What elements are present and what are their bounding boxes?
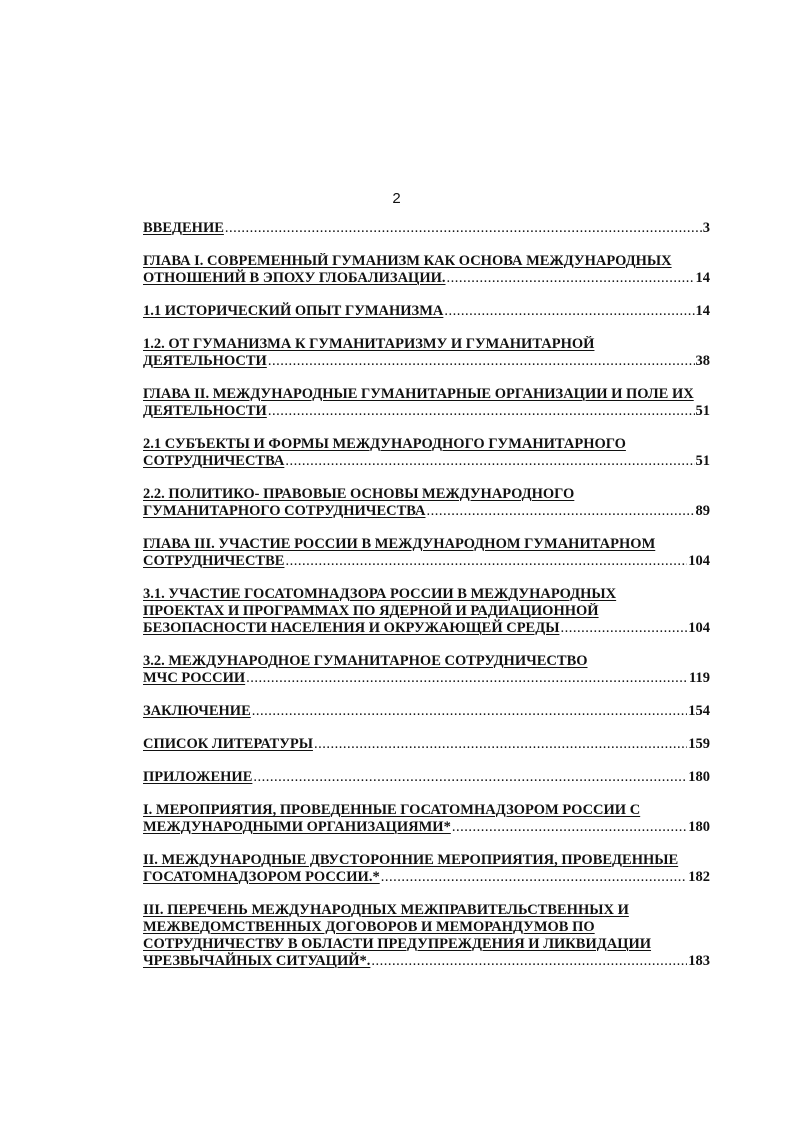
toc-entry-line	[143, 486, 710, 503]
toc-entry-title-text: III. ПЕРЕЧЕНЬ МЕЖДУНАРОДНЫХ МЕЖПРАВИТЕЛЬСТВЕННЫХ И	[143, 902, 629, 918]
toc-entry-title-text: 1.2. ОТ ГУМАНИЗМА К ГУМАНИТАРИЗМУ И ГУМАНИТАРНОЙ	[143, 336, 595, 352]
toc-entry-last-line	[143, 953, 710, 970]
dot-leader	[268, 403, 695, 420]
toc-page-number: 38	[695, 353, 710, 369]
toc-entry-line	[143, 386, 710, 403]
page-number: 2	[392, 190, 401, 207]
toc-entry[interactable]	[143, 902, 710, 970]
toc-entry-title-text: ПРИЛОЖЕНИЕ	[143, 769, 253, 785]
dot-leader	[560, 620, 687, 637]
toc-entry-last-line	[143, 703, 710, 720]
toc-entry-line	[143, 536, 710, 553]
toc-entry-title-text: ГЛАВА II. МЕЖДУНАРОДНЫЕ ГУМАНИТАРНЫЕ ОРГАНИЗАЦИИ И ПОЛЕ ИХ	[143, 386, 694, 402]
toc-entry[interactable]	[143, 303, 710, 320]
toc-entry-title-text: II. МЕЖДУНАРОДНЫЕ ДВУСТОРОННИЕ МЕРОПРИЯТИЯ, ПРОВЕДЕННЫЕ	[143, 852, 679, 868]
toc-entry-line	[143, 603, 710, 620]
toc-entry-line	[143, 653, 710, 670]
toc-entry-line	[143, 802, 710, 819]
toc-entry-title-text: ГЛАВА I. СОВРЕМЕННЫЙ ГУМАНИЗМ КАК ОСНОВА МЕЖДУНАРОДНЫХ	[143, 253, 672, 269]
toc-entry[interactable]	[143, 486, 710, 520]
dot-leader	[452, 819, 687, 836]
toc-entry-last-line	[143, 403, 710, 420]
dot-leader	[314, 736, 687, 753]
toc-entry[interactable]	[143, 769, 710, 786]
toc-entry[interactable]	[143, 220, 710, 237]
toc-entry-title-text: МЧС РОССИИ	[143, 670, 246, 686]
toc-page-number: 14	[695, 303, 710, 319]
toc-entry-title-text: 1.1 ИСТОРИЧЕСКИЙ ОПЫТ ГУМАНИЗМА	[143, 303, 444, 319]
toc-entry-title-text: I. МЕРОПРИЯТИЯ, ПРОВЕДЕННЫЕ ГОСАТОМНАДЗОРОМ РОССИИ С	[143, 802, 641, 818]
toc-page-number: 154	[688, 703, 710, 719]
toc-entry[interactable]	[143, 253, 710, 287]
toc-entry-last-line	[143, 670, 710, 687]
toc-entry-title-text: СОТРУДНИЧЕСТВА	[143, 453, 285, 469]
toc-entry-line	[143, 253, 710, 270]
toc-entry-line	[143, 336, 710, 353]
toc-entry[interactable]	[143, 386, 710, 420]
toc-entry-title-text: ВВЕДЕНИЕ	[143, 220, 224, 236]
toc-entry-last-line	[143, 353, 710, 370]
toc-page-number: 119	[689, 670, 710, 686]
toc-entry-title-text: 2.2. ПОЛИТИКО- ПРАВОВЫЕ ОСНОВЫ МЕЖДУНАРОДНОГО	[143, 486, 575, 502]
toc-entry-title-text: ОТНОШЕНИЙ В ЭПОХУ ГЛОБАЛИЗАЦИИ.	[143, 270, 446, 286]
table-of-contents	[143, 220, 710, 986]
dot-leader	[285, 453, 694, 470]
toc-page-number: 180	[688, 769, 710, 785]
toc-entry-last-line	[143, 769, 710, 786]
toc-entry-last-line	[143, 736, 710, 753]
toc-entry[interactable]	[143, 653, 710, 687]
toc-entry-last-line	[143, 453, 710, 470]
toc-page-number: 159	[688, 736, 710, 752]
dot-leader	[427, 503, 695, 520]
toc-page-number: 183	[688, 953, 710, 969]
toc-page-number: 89	[695, 503, 710, 519]
toc-entry-title-text: 3.1. УЧАСТИЕ ГОСАТОМНАДЗОРА РОССИИ В МЕЖДУНАРОДНЫХ	[143, 586, 617, 602]
toc-entry-title-text: 2.1 СУБЪЕКТЫ И ФОРМЫ МЕЖДУНАРОДНОГО ГУМАНИТАРНОГО	[143, 436, 626, 452]
dot-leader	[381, 869, 688, 886]
toc-entry-title-text: МЕЖДУНАРОДНЫМИ ОРГАНИЗАЦИЯМИ*	[143, 819, 451, 835]
toc-entry[interactable]	[143, 436, 710, 470]
toc-page-number: 51	[695, 453, 710, 469]
dot-leader	[447, 270, 695, 287]
toc-entry-title-text: МЕЖВЕДОМСТВЕННЫХ ДОГОВОРОВ И МЕМОРАНДУМОВ ПО	[143, 919, 595, 935]
dot-leader	[285, 553, 687, 570]
toc-page-number: 14	[695, 270, 710, 286]
toc-entry-line	[143, 586, 710, 603]
toc-page-number: 3	[702, 220, 710, 236]
toc-entry[interactable]	[143, 852, 710, 886]
toc-entry[interactable]	[143, 336, 710, 370]
toc-entry-last-line	[143, 303, 710, 320]
toc-entry[interactable]	[143, 586, 710, 637]
dot-leader	[246, 670, 688, 687]
toc-entry-last-line	[143, 869, 710, 886]
toc-entry[interactable]	[143, 536, 710, 570]
toc-entry-last-line	[143, 220, 710, 237]
toc-page-number: 180	[688, 819, 710, 835]
toc-entry-line	[143, 936, 710, 953]
toc-entry-title-text: ЧРЕЗВЫЧАЙНЫХ СИТУАЦИЙ*.	[143, 953, 371, 969]
toc-entry[interactable]	[143, 703, 710, 720]
toc-entry-line	[143, 436, 710, 453]
toc-entry[interactable]	[143, 802, 710, 836]
dot-leader	[371, 953, 687, 970]
toc-entry-line	[143, 919, 710, 936]
toc-entry-title-text: ДЕЯТЕЛЬНОСТИ	[143, 353, 267, 369]
dot-leader	[268, 353, 695, 370]
toc-entry-title-text: СОТРУДНИЧЕСТВЕ	[143, 553, 285, 569]
toc-page-number: 51	[695, 403, 710, 419]
toc-page-number: 104	[688, 553, 710, 569]
toc-page-number: 104	[688, 620, 710, 636]
toc-entry-last-line	[143, 819, 710, 836]
toc-entry-line	[143, 902, 710, 919]
dot-leader	[252, 703, 687, 720]
toc-page-number: 182	[688, 869, 710, 885]
toc-entry-line	[143, 852, 710, 869]
toc-entry[interactable]	[143, 736, 710, 753]
toc-entry-title-text: ДЕЯТЕЛЬНОСТИ	[143, 403, 267, 419]
toc-entry-title-text: ГОСАТОМНАДЗОРОМ РОССИИ.*	[143, 869, 380, 885]
toc-entry-title-text: ЗАКЛЮЧЕНИЕ	[143, 703, 251, 719]
toc-entry-title-text: СОТРУДНИЧЕСТВУ В ОБЛАСТИ ПРЕДУПРЕЖДЕНИЯ И ЛИКВИДАЦИИ	[143, 936, 652, 952]
toc-entry-title-text: 3.2. МЕЖДУНАРОДНОЕ ГУМАНИТАРНОЕ СОТРУДНИЧЕСТВО	[143, 653, 588, 669]
toc-entry-title-text: БЕЗОПАСНОСТИ НАСЕЛЕНИЯ И ОКРУЖАЮЩЕЙ СРЕДЫ	[143, 620, 560, 636]
toc-entry-title-text: ГЛАВА III. УЧАСТИЕ РОССИИ В МЕЖДУНАРОДНОМ ГУМАНИТАРНОМ	[143, 536, 656, 552]
toc-entry-title-text: СПИСОК ЛИТЕРАТУРЫ	[143, 736, 313, 752]
toc-entry-title-text: ГУМАНИТАРНОГО СОТРУДНИЧЕСТВА	[143, 503, 426, 519]
toc-entry-title-text: ПРОЕКТАХ И ПРОГРАММАХ ПО ЯДЕРНОЙ И РАДИАЦИОННОЙ	[143, 603, 599, 619]
dot-leader	[253, 769, 687, 786]
dot-leader	[225, 220, 702, 237]
toc-entry-last-line	[143, 553, 710, 570]
toc-entry-last-line	[143, 620, 710, 637]
toc-entry-last-line	[143, 503, 710, 520]
dot-leader	[444, 303, 694, 320]
toc-entry-last-line	[143, 270, 710, 287]
